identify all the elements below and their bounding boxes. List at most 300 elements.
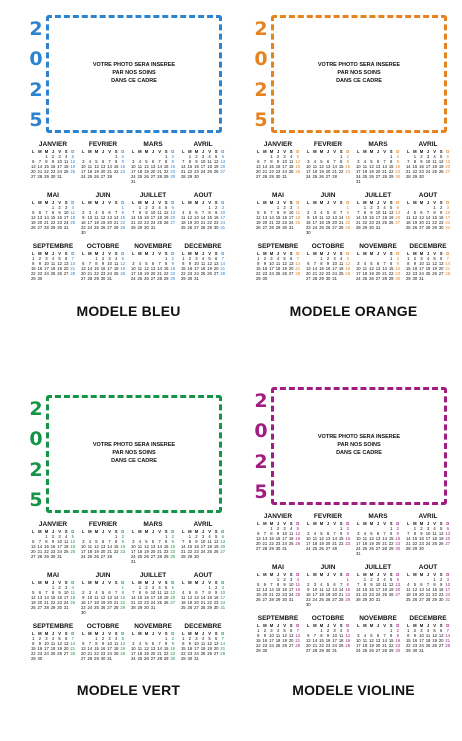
day-cell: 17 (80, 169, 86, 174)
day-cell: 30 (369, 225, 374, 230)
day-cell: 24 (355, 174, 361, 179)
day-cell: 18 (157, 215, 162, 220)
day-cell (331, 230, 338, 235)
weekday-letter: D (171, 580, 175, 585)
day-cell: 11 (295, 582, 300, 587)
day-cell: 12 (412, 215, 418, 220)
calendar-grid (30, 141, 226, 294)
day-cell: 11 (319, 215, 324, 220)
day-cell: 11 (425, 633, 431, 638)
day-cell: 18 (405, 592, 411, 597)
day-cell: 2 (195, 154, 198, 159)
weekday-letter: V (283, 572, 286, 577)
weekday-letter: M (88, 580, 92, 585)
weekday-letter: V (333, 200, 336, 205)
day-cell (69, 174, 76, 179)
day-cell: 17 (269, 266, 274, 271)
photo-frame-text: DANS CE CADRE (111, 77, 157, 84)
day-cell: 12 (100, 215, 106, 220)
day-cell (119, 230, 126, 235)
day-cell: 21 (338, 592, 344, 597)
day-cell: 23 (419, 169, 424, 174)
day-cell: 15 (180, 646, 186, 651)
day-cell: 11 (157, 590, 162, 595)
day-cell: 21 (355, 592, 361, 597)
weekday-letter: M (94, 149, 99, 154)
day-cell: 12 (369, 638, 374, 643)
photo-frame-text: VOTRE PHOTO SERA INSEREE (92, 62, 176, 69)
day-cell (50, 276, 57, 281)
day-cell: 23 (50, 549, 56, 554)
day-cell: 25 (338, 271, 344, 276)
day-cell: 24 (425, 169, 431, 174)
weekday-letter: V (108, 580, 111, 585)
year-digit: 2 (254, 450, 268, 473)
day-cell: 3 (82, 159, 85, 164)
day-cell: 3 (446, 577, 449, 582)
day-cell: 30 (325, 648, 331, 653)
day-cell: 29 (137, 225, 143, 230)
day-cell: 22 (187, 169, 193, 174)
month-name: NOVEMBRE (134, 623, 172, 630)
day-cell (119, 554, 126, 559)
day-cell: 3 (201, 534, 205, 539)
day-cell: 2 (171, 154, 174, 159)
month-name: SEPTEMBRE (257, 615, 299, 622)
day-cell: 22 (163, 651, 169, 656)
weekday-letter: D (296, 251, 300, 256)
day-cell: 30 (187, 276, 193, 281)
day-cell: 4 (182, 590, 185, 595)
day-cell: 13 (213, 261, 219, 266)
day-cell: 14 (355, 587, 361, 592)
weekday-letter: V (208, 529, 211, 534)
day-cell (268, 648, 275, 653)
day-cell: 21 (157, 271, 162, 276)
day-cell: 31 (150, 605, 156, 610)
day-cell: 21 (157, 549, 162, 554)
month-name: FEVRIER (313, 141, 343, 148)
day-cell: 3 (221, 205, 224, 210)
day-cell: 23 (419, 541, 424, 546)
day-cell: 3 (221, 585, 224, 590)
day-cell: 21 (338, 220, 344, 225)
day-cell: 16 (369, 587, 374, 592)
weekday-letter: L (307, 521, 310, 526)
day-cell: 24 (150, 600, 156, 605)
weekday-letter: L (357, 149, 360, 154)
day-cell: 19 (369, 271, 374, 276)
weekday-letter: M (269, 251, 274, 256)
day-cell: 2 (420, 154, 423, 159)
day-cell: 14 (87, 266, 93, 271)
weekday-letter: M (419, 521, 424, 526)
day-cell: 9 (38, 641, 42, 646)
day-cell: 25 (207, 169, 212, 174)
weekday-letter: V (383, 572, 386, 577)
day-cell: 19 (30, 600, 36, 605)
day-cell: 28 (382, 648, 387, 653)
day-cell: 9 (195, 539, 198, 544)
day-cell: 14 (70, 261, 76, 266)
day-cell: 23 (80, 225, 86, 230)
day-cell: 7 (357, 582, 360, 587)
day-cell: 25 (275, 643, 281, 648)
weekday-letter: J (51, 529, 55, 534)
weekday-letter: S (289, 251, 293, 256)
day-cell: 22 (362, 220, 368, 225)
day-cell: 2 (188, 636, 192, 641)
day-cell: 2 (101, 256, 105, 261)
day-cell: 19 (325, 220, 331, 225)
day-cell: 6 (221, 154, 224, 159)
day-cell (394, 179, 401, 184)
day-cell: 4 (407, 210, 410, 215)
day-cell: 20 (30, 549, 36, 554)
day-cell: 2 (396, 628, 399, 633)
day-cell: 9 (171, 539, 174, 544)
day-cell: 31 (419, 648, 424, 653)
weekday-letter: S (339, 623, 343, 628)
day-cell: 12 (295, 159, 301, 164)
day-cell: 16 (213, 595, 219, 600)
day-cell: 31 (375, 597, 381, 602)
day-cell: 23 (213, 220, 219, 225)
day-cell: 26 (295, 169, 301, 174)
day-cell (163, 559, 170, 564)
day-cell (200, 554, 207, 559)
day-cell: 10 (445, 210, 451, 215)
day-cell: 15 (94, 266, 99, 271)
day-cell: 3 (290, 577, 293, 582)
day-cell: 15 (388, 164, 394, 169)
weekday-letter: L (82, 631, 85, 636)
month-name: AVRIL (418, 141, 438, 148)
day-cell: 8 (320, 633, 323, 638)
day-cell: 22 (120, 220, 126, 225)
day-cell: 18 (432, 536, 437, 541)
day-cell (93, 610, 100, 615)
day-cell: 23 (37, 271, 43, 276)
weekday-letter: J (151, 149, 155, 154)
day-cell: 12 (369, 536, 374, 541)
month-block (180, 521, 226, 572)
day-cell: 5 (413, 210, 417, 215)
weekday-letter: M (269, 623, 274, 628)
month-block (405, 564, 451, 615)
day-cell: 9 (396, 633, 399, 638)
weekday-letter: J (326, 521, 330, 526)
day-cell (119, 276, 126, 281)
weekday-letter: D (346, 572, 350, 577)
day-cell: 21 (269, 220, 274, 225)
day-cell: 17 (355, 169, 361, 174)
day-cell: 25 (180, 225, 186, 230)
day-cell: 30 (325, 276, 331, 281)
weekday-letter: M (94, 631, 99, 636)
day-cell: 21 (113, 600, 119, 605)
day-cell: 2 (82, 210, 85, 215)
day-cell: 18 (295, 215, 301, 220)
day-cell: 8 (363, 582, 367, 587)
day-cell: 17 (355, 271, 361, 276)
month-block (80, 623, 126, 674)
day-cell: 23 (170, 651, 176, 656)
week-row (255, 648, 301, 653)
weekday-letter: D (171, 631, 175, 636)
weekday-letter: L (32, 529, 35, 534)
week-row (255, 174, 301, 179)
week-row (180, 174, 226, 179)
day-cell: 30 (419, 546, 424, 551)
day-cell (150, 179, 157, 184)
day-cell: 14 (382, 638, 387, 643)
day-cell: 31 (445, 225, 451, 230)
day-cell (344, 230, 351, 235)
day-cell: 11 (207, 159, 212, 164)
day-cell: 2 (307, 582, 310, 587)
day-cell: 2 (346, 526, 349, 531)
day-cell: 10 (282, 159, 287, 164)
day-cell: 14 (382, 536, 387, 541)
day-cell: 4 (201, 256, 205, 261)
weekday-letter: M (363, 572, 367, 577)
day-cell: 6 (307, 261, 310, 266)
day-cell: 11 (312, 164, 318, 169)
day-cell: 17 (63, 595, 69, 600)
day-cell: 8 (32, 261, 35, 266)
day-cell: 30 (395, 174, 401, 179)
day-cell (100, 230, 107, 235)
day-cell: 15 (412, 536, 418, 541)
day-cell: 26 (319, 174, 324, 179)
day-cell: 29 (405, 648, 411, 653)
day-cell: 2 (276, 154, 280, 159)
day-cell: 2 (396, 526, 399, 531)
day-cell: 17 (130, 651, 136, 656)
day-cell: 1 (32, 256, 35, 261)
day-cell: 19 (325, 592, 331, 597)
month-name: MAI (272, 564, 284, 571)
day-cell: 7 (88, 641, 92, 646)
weekday-letter: L (82, 251, 85, 256)
day-cell: 11 (362, 638, 368, 643)
day-cell (169, 559, 176, 564)
photo-frame-text: VOTRE PHOTO SERA INSEREE (92, 442, 176, 449)
day-cell: 12 (163, 590, 169, 595)
day-cell: 14 (312, 266, 318, 271)
day-cell: 21 (37, 169, 43, 174)
day-cell: 7 (115, 590, 118, 595)
day-cell: 4 (426, 628, 430, 633)
day-cell (100, 610, 107, 615)
day-cell: 29 (163, 174, 169, 179)
weekday-letter: V (208, 251, 211, 256)
day-cell: 17 (288, 587, 294, 592)
day-cell: 2 (121, 154, 124, 159)
day-cell: 29 (50, 225, 56, 230)
month-name: MARS (368, 141, 388, 148)
day-cell: 28 (338, 597, 344, 602)
day-cell: 8 (346, 582, 349, 587)
day-cell: 16 (412, 638, 418, 643)
day-cell: 9 (396, 531, 399, 536)
day-cell: 26 (255, 597, 261, 602)
day-cell: 7 (313, 633, 317, 638)
day-cell: 15 (163, 164, 169, 169)
week-row (180, 605, 226, 610)
day-cell: 1 (45, 534, 48, 539)
day-cell: 23 (144, 600, 149, 605)
day-cell: 17 (87, 220, 93, 225)
day-cell: 14 (332, 536, 337, 541)
day-cell: 29 (345, 597, 351, 602)
weekday-letter: M (369, 200, 374, 205)
weekday-letter: J (51, 631, 55, 636)
day-cell: 25 (288, 169, 294, 174)
day-cell: 24 (419, 271, 424, 276)
day-cell (219, 554, 226, 559)
weekday-letter: S (214, 200, 218, 205)
day-cell: 9 (121, 539, 124, 544)
day-cell: 30 (419, 174, 424, 179)
month-name: OCTOBRE (311, 243, 345, 250)
day-cell: 17 (305, 169, 311, 174)
weekday-letter: M (88, 529, 92, 534)
day-cell: 25 (425, 643, 431, 648)
day-cell: 24 (375, 220, 381, 225)
day-cell: 5 (390, 205, 393, 210)
day-cell: 28 (157, 276, 162, 281)
day-cell (325, 230, 332, 235)
weekday-letter: M (188, 251, 192, 256)
day-cell: 4 (363, 531, 367, 536)
week-row (405, 597, 451, 602)
day-cell: 12 (213, 539, 219, 544)
day-cell: 15 (163, 544, 169, 549)
day-cell: 26 (30, 605, 36, 610)
day-cell: 27 (100, 174, 106, 179)
day-cell: 27 (262, 597, 268, 602)
day-cell: 17 (57, 164, 62, 169)
day-cell: 26 (187, 225, 193, 230)
day-cell: 26 (213, 169, 219, 174)
day-cell (50, 656, 57, 661)
day-cell: 17 (305, 541, 311, 546)
week-row (180, 225, 226, 230)
day-cell: 22 (94, 651, 99, 656)
weekday-letter: L (82, 149, 85, 154)
day-cell: 3 (65, 585, 68, 590)
day-cell: 4 (296, 577, 299, 582)
day-cell: 21 (312, 643, 318, 648)
month-block (130, 141, 176, 192)
day-cell: 20 (100, 549, 106, 554)
day-cell: 14 (200, 215, 206, 220)
day-cell: 24 (80, 174, 86, 179)
day-cell: 27 (150, 174, 156, 179)
day-cell: 22 (44, 169, 49, 174)
day-cell: 20 (80, 651, 86, 656)
weekday-letter: L (357, 251, 360, 256)
weekday-letter: D (346, 521, 350, 526)
day-cell: 12 (388, 582, 394, 587)
day-cell: 17 (107, 646, 112, 651)
year-digit: 2 (29, 18, 43, 40)
weekday-letter: J (151, 631, 155, 636)
day-cell: 1 (433, 577, 436, 582)
day-cell: 22 (137, 600, 143, 605)
day-cell: 3 (88, 210, 92, 215)
day-cell: 7 (383, 159, 386, 164)
weekday-letter: D (296, 200, 300, 205)
day-cell (425, 648, 432, 653)
day-cell: 26 (255, 225, 261, 230)
day-cell: 27 (63, 271, 69, 276)
day-cell: 2 (440, 205, 443, 210)
day-cell: 6 (420, 210, 423, 215)
day-cell: 27 (445, 541, 451, 546)
day-cell (137, 179, 144, 184)
day-cell: 14 (107, 164, 112, 169)
weekday-letter: M (44, 251, 49, 256)
weekday-letter: V (433, 623, 436, 628)
day-cell: 9 (51, 539, 55, 544)
day-cell: 20 (100, 169, 106, 174)
day-cell: 23 (262, 271, 268, 276)
day-cell: 19 (412, 220, 418, 225)
day-cell: 20 (80, 271, 86, 276)
day-cell: 23 (275, 541, 281, 546)
day-cell: 13 (419, 587, 424, 592)
day-cell: 5 (71, 154, 74, 159)
day-cell: 7 (182, 539, 185, 544)
day-cell (106, 230, 113, 235)
day-cell: 8 (121, 210, 124, 215)
day-cell: 8 (45, 159, 48, 164)
day-cell: 7 (132, 590, 135, 595)
day-cell: 29 (180, 656, 186, 661)
day-cell: 15 (44, 164, 49, 169)
day-cell: 4 (115, 636, 118, 641)
day-cell: 24 (269, 643, 274, 648)
weekday-letter: S (389, 200, 393, 205)
day-cell: 9 (307, 215, 310, 220)
day-cell: 26 (213, 549, 219, 554)
day-cell: 3 (446, 205, 449, 210)
day-cell (394, 597, 401, 602)
day-cell: 23 (395, 271, 401, 276)
month-row (255, 513, 451, 564)
day-cell: 18 (319, 592, 324, 597)
day-cell: 16 (275, 536, 281, 541)
weekday-letter: M (369, 623, 374, 628)
weekday-letter: J (426, 200, 430, 205)
month-block (305, 192, 351, 243)
day-cell (388, 179, 395, 184)
month-name: SEPTEMBRE (32, 623, 74, 630)
day-cell: 14 (269, 215, 274, 220)
weekday-letter: L (357, 521, 360, 526)
day-cell (113, 230, 120, 235)
day-cell: 12 (432, 261, 437, 266)
day-cell: 22 (405, 271, 411, 276)
day-cell: 6 (446, 526, 449, 531)
day-cell: 2 (82, 590, 85, 595)
day-cell: 17 (419, 266, 424, 271)
day-cell: 27 (213, 271, 219, 276)
day-cell: 22 (255, 271, 261, 276)
